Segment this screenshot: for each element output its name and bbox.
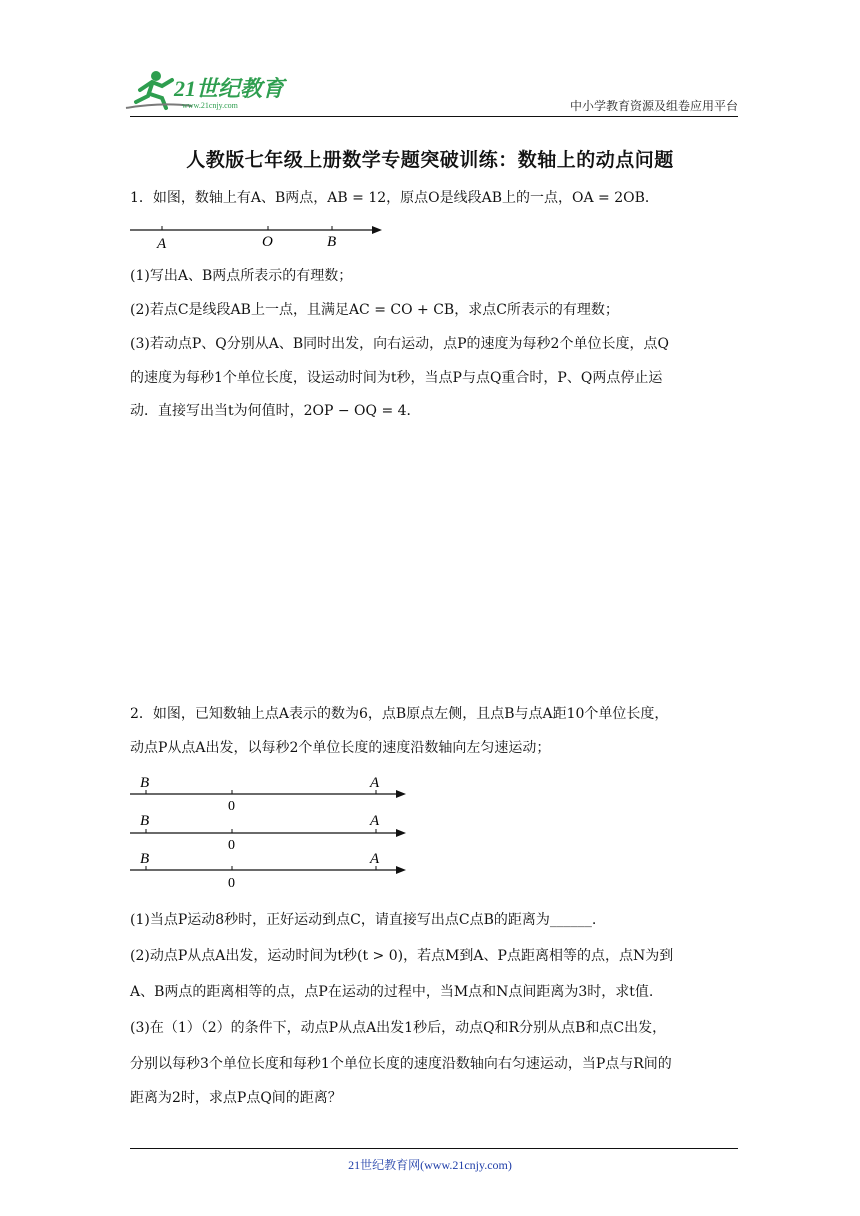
line2-label-a: A <box>370 813 380 829</box>
line3-label-a: A <box>370 851 380 867</box>
q1-intro: 1．如图，数轴上有A、B两点，AB = 12，原点O是线段AB上的一点，OA = 2OB． <box>130 190 659 206</box>
q1-part3-line1: (3)若动点P、Q分别从A、B同时出发，向右运动，点P的速度为每秒2个单位长度，点Q <box>130 336 669 352</box>
q2-number-line-1 <box>130 775 406 814</box>
q2-part2-line1: (2)动点P从点A出发，运动时间为t秒(t > 0)，若点M到A、P点距离相等的点，点N为到 <box>130 948 674 964</box>
q1-label-o: O <box>262 234 273 250</box>
q2-part1: (1)当点P运动8秒时，正好运动到点C，请直接写出点C点B的距离为______. <box>130 912 597 928</box>
line3-label-b: B <box>140 851 150 867</box>
line1-label-zero: 0 <box>228 799 235 814</box>
q2-number-line-2 <box>130 813 406 853</box>
logo-wordmark: 21世纪教育 <box>174 76 285 101</box>
q1-part2: (2)若点C是线段AB上一点，且满足AC = CO + CB，求点C所表示的有理数； <box>130 302 619 318</box>
logo <box>122 62 292 116</box>
q1-number-line <box>128 220 388 254</box>
q2-intro-line2: 动点P从点A出发，以每秒2个单位长度的速度沿数轴向左匀速运动； <box>130 740 551 756</box>
line2-label-b: B <box>140 813 150 829</box>
runner-logo-icon <box>122 62 292 116</box>
arrow-right-icon <box>396 790 406 798</box>
header-divider <box>130 116 738 117</box>
platform-label: 中小学教育资源及组卷应用平台 <box>569 99 738 113</box>
footer-divider <box>130 1148 738 1149</box>
q2-part2-line2: A、B两点的距离相等的点，点P在运动的过程中，当M点和N点间距离为3时，求t值. <box>130 984 654 1000</box>
q1-label-b: B <box>327 234 337 250</box>
q2-number-line-3 <box>130 851 406 891</box>
q2-part3-line3: 距离为2时，求点P点Q间的距离？ <box>130 1090 342 1106</box>
q1-part3-line2: 的速度为每秒1个单位长度，设运动时间为t秒，当点P与点Q重合时，P、Q两点停止运 <box>130 370 663 386</box>
q1-label-a: A <box>157 236 167 252</box>
line2-label-zero: 0 <box>228 838 235 853</box>
q2-number-lines <box>128 770 418 895</box>
logo-url: www.21cnjy.com <box>182 101 238 110</box>
q2-part3-line2: 分别以每秒3个单位长度和每秒1个单位长度的速度沿数轴向右匀速运动，当P点与R间的 <box>130 1056 672 1072</box>
arrow-right-icon <box>396 866 406 874</box>
line3-label-zero: 0 <box>228 876 235 891</box>
line1-label-a: A <box>370 775 380 791</box>
q1-part1: (1)写出A、B两点所表示的有理数； <box>130 268 353 284</box>
arrow-right-icon <box>372 226 382 234</box>
q2-intro-line1: 2．如图，已知数轴上点A表示的数为6，点B原点左侧，且点B与点A距10个单位长度， <box>130 706 669 722</box>
footer-link[interactable]: 21世纪教育网(www.21cnjy.com) <box>348 1158 512 1172</box>
arrow-right-icon <box>396 829 406 837</box>
page-title: 人教版七年级上册数学专题突破训练：数轴上的动点问题 <box>186 149 674 171</box>
q1-part3-line3: 动．直接写出当t为何值时，2OP − OQ = 4． <box>130 403 421 419</box>
q2-part3-line1: (3)在（1）（2）的条件下，动点P从点A出发1秒后，动点Q和R分别从点B和点C出发， <box>130 1020 667 1036</box>
line1-label-b: B <box>140 775 150 791</box>
